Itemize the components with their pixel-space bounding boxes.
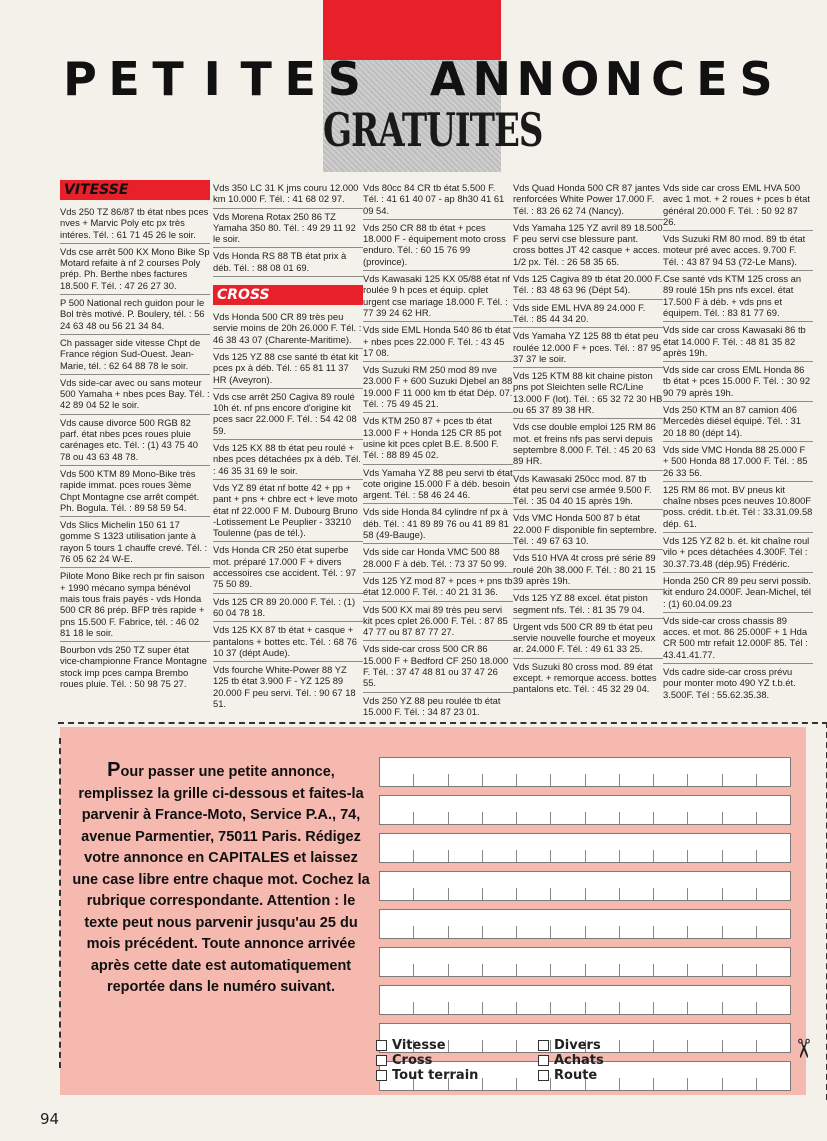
- header-red-block: [323, 0, 501, 60]
- title-letter: I: [203, 52, 225, 106]
- grid-cell[interactable]: [723, 1040, 757, 1052]
- grid-cell[interactable]: [380, 964, 414, 976]
- title-letter: N: [604, 52, 648, 106]
- grid-cell[interactable]: [723, 1078, 757, 1090]
- grid-cell[interactable]: [688, 926, 722, 938]
- classified-ad: Vds Honda RS 88 TB état prix à déb. Tél. : 88 08 01 69.: [213, 248, 363, 277]
- grid-row[interactable]: [379, 985, 791, 1015]
- checkbox-square[interactable]: [538, 1055, 549, 1066]
- checkbox-square[interactable]: [538, 1040, 549, 1051]
- classified-ad: Vds 510 HVA 4t cross pré série 89 roulé 20h 38.000 F. Tél. : 80 21 15 39 après 19h.: [513, 550, 663, 590]
- section-header-vitesse: [60, 180, 210, 200]
- section-title: VITESSE: [64, 182, 129, 198]
- classified-ad: Vds side EML HVA 89 24.000 F. Tél. : 85 44 34 20.: [513, 300, 663, 329]
- grid-cell[interactable]: [517, 1002, 551, 1014]
- classified-ad: Vds 125 CR 89 20.000 F. Tél. : (1) 60 04 78 18.: [213, 594, 363, 623]
- grid-cell[interactable]: [723, 1002, 757, 1014]
- grid-cell[interactable]: [414, 888, 448, 900]
- grid-cell[interactable]: [380, 926, 414, 938]
- classified-ad: Ch passager side vitesse Chpt de France région Sud-Ouest. Jean-Marie, tél. : 62 64 88 78 le soir.: [60, 335, 210, 375]
- coupon-text: our passer une petite annonce, remplissez la grille ci-dessous et faites-la parvenir à France-Moto, Service P.A., 74, avenue Parmentier, 75011 Paris. Rédigez votre annonce en CAPITALES et laissez une case libre entre chaque mot. Cochez la rubrique correspondante. Attention : le texte peut nous parvenir jusqu'au 25 du mois précédent. Toute annonce arrivée après cette date est automatiquement reportée dans le numéro suivant.: [72, 764, 370, 995]
- classified-ad: Vds 125 KX 87 tb état + casque + pantalons + bottes etc. Tél. : 68 76 10 37 (dépt Aude).: [213, 622, 363, 662]
- section-title: CROSS: [217, 287, 270, 304]
- classified-ad: Vds Suzuki RM 250 mod 89 nve 23.000 F + 600 Suzuki Djebel an 88 19.000 F 11 000 km tb état Dép. 07. Tél. : 75 49 45 21.: [363, 362, 513, 413]
- title-letter: S: [739, 52, 777, 106]
- grid-cell[interactable]: [620, 1078, 654, 1090]
- grid-cell[interactable]: [380, 888, 414, 900]
- grid-cell[interactable]: [586, 1002, 620, 1014]
- classified-ad: Vds 125 YZ 82 b. ét. kit chaîne roul vilo + pces détachées 4.300F. Tél : 30.37.73.48 (dép.95) Frédéric.: [663, 533, 813, 573]
- classified-ad: Vds Suzuki RM 80 mod. 89 tb état moteur pré avec acces. 9.700 F. Tél. : 43 87 94 53 (72-Le Mans).: [663, 231, 813, 271]
- checkbox-group-right: [538, 1038, 604, 1083]
- grid-cell[interactable]: [688, 964, 722, 976]
- grid-cell[interactable]: [414, 850, 448, 862]
- grid-cell[interactable]: [483, 812, 517, 824]
- classified-ad: Vds 250 YZ 88 peu roulée tb état 15.000 F. Tél. : 34 87 23 01.: [363, 694, 501, 717]
- classified-ad: Pilote Mono Bike rech pr fin saison + 1990 mécano sympa bénévol mais tous frais payés - vds Honda 500 CR 86 prép. BFP très rapide + pns 15.500 F. Fabrice, tél. : 46 02 81 18 le soir.: [60, 568, 210, 642]
- title-letter: E: [108, 52, 144, 106]
- classified-ad: Vds Morena Rotax 250 86 TZ Yamaha 350 80. Tél. : 49 29 11 92 le soir.: [213, 209, 363, 249]
- classified-ad: Vds cse arrêt 500 KX Mono Bike Sp Motard refaite à nf 2 courses Poly prép. Ph. Berthe nbes factures 18.500 F. Tél. : 47 26 27 30.: [60, 244, 210, 295]
- grid-cell[interactable]: [688, 1002, 722, 1014]
- classified-ad: Bourbon vds 250 TZ super état vice-championne France Montagne stock imp pces campa Brembo roues pluie. Tél. : 50 98 75 27.: [60, 644, 207, 689]
- grid-cell[interactable]: [414, 1002, 448, 1014]
- grid-cell[interactable]: [757, 850, 790, 862]
- grid-cell[interactable]: [654, 1040, 688, 1052]
- classified-ad: Vds side Honda 84 cylindre nf px à déb. Tél. : 41 89 89 76 ou 41 89 81 58 (49-Bauge).: [363, 504, 513, 544]
- grid-row[interactable]: [379, 909, 791, 939]
- classified-ad: Vds Honda CR 250 état superbe mot. préparé 17.000 F + divers accessoires cse accident. Tél. : 97 75 50 89.: [213, 542, 363, 593]
- classified-ad: Vds side-car cross 500 CR 86 15.000 F + Bedford CF 250 18.000 F. Tél. : 37 47 48 81 ou 37 47 26 55.: [363, 641, 513, 692]
- ads-column: [213, 180, 363, 712]
- grid-cell[interactable]: [654, 964, 688, 976]
- grid-cell[interactable]: [483, 888, 517, 900]
- grid-cell[interactable]: [654, 774, 688, 786]
- grid-cell[interactable]: [414, 774, 448, 786]
- grid-cell[interactable]: [586, 774, 620, 786]
- grid-cell[interactable]: [620, 1040, 654, 1052]
- grid-cell[interactable]: [380, 1002, 414, 1014]
- grid-cell[interactable]: [414, 964, 448, 976]
- grid-cell[interactable]: [620, 774, 654, 786]
- checkbox-square[interactable]: [538, 1070, 549, 1081]
- grid-cell[interactable]: [517, 964, 551, 976]
- classified-ad: Vds 125 KTM 88 kit chaine piston pns pot Sleichten selle RC/Line 13.000 F (lot). Tél. : 65 32 72 30 HB ou 65 37 89 38 HR.: [513, 368, 663, 419]
- title-letter: T: [240, 52, 276, 106]
- section-header-cross: [213, 285, 363, 305]
- grid-cell[interactable]: [620, 812, 654, 824]
- grid-cell[interactable]: [723, 850, 757, 862]
- grid-cell[interactable]: [517, 926, 551, 938]
- classified-ad: Vds side car cross EML HVA 500 avec 1 mot. + 2 roues + pces b état général 20.000 F. Tél. : 50 92 87 26.: [663, 180, 813, 231]
- category-checkbox[interactable]: [538, 1068, 604, 1083]
- grid-cell[interactable]: [688, 1078, 722, 1090]
- classified-ad: Vds 125 YZ mod 87 + pces + pns tb état 12.000 F. Tél. : 40 21 31 36.: [363, 573, 513, 602]
- checkbox-square[interactable]: [376, 1055, 387, 1066]
- title-letter: N: [472, 52, 515, 106]
- title-letter: C: [651, 52, 689, 106]
- grid-cell[interactable]: [586, 812, 620, 824]
- grid-cell[interactable]: [688, 812, 722, 824]
- grid-cell[interactable]: [551, 1002, 585, 1014]
- classified-ad: Vds Honda 500 CR 89 très peu servie moins de 20h 26.000 F. Tél. : 46 38 43 07 (Charente-Maritime).: [213, 309, 363, 349]
- classified-ad: Vds 250 TZ 86/87 tb état nbes pces nves + Marvic Poly etc px très intéres. Tél. : 61 71 45 26 le soir.: [60, 204, 210, 244]
- classified-ad: Vds fourche White-Power 88 YZ 125 tb état 3.900 F - YZ 125 89 20.000 F peu servi. Tél. : 90 67 18 51.: [213, 664, 356, 709]
- grid-cell[interactable]: [380, 774, 414, 786]
- grid-cell[interactable]: [449, 1002, 483, 1014]
- grid-row[interactable]: [379, 871, 791, 901]
- grid-cell[interactable]: [620, 888, 654, 900]
- grid-cell[interactable]: [449, 888, 483, 900]
- classified-ad: Vds 80cc 84 CR tb état 5.500 F. Tél. : 41 61 40 07 - ap 8h30 41 61 09 54.: [363, 180, 513, 220]
- grid-cell[interactable]: [757, 1040, 790, 1052]
- classified-ad: Vds Yamaha 125 YZ avril 89 18.500 F peu servi cse blessure pant. cross bottes JT 42 casque + acces. 1/2 px. Tél. : 26 58 35 65.: [513, 220, 663, 271]
- grid-cell[interactable]: [723, 812, 757, 824]
- checkbox-group-left: [376, 1038, 478, 1083]
- checkbox-label: Divers: [554, 1038, 601, 1053]
- classified-ad: Honda 250 CR 89 peu servi possib. kit enduro 24.000F. Jean-Michel, tél : (1) 60.04.09.23: [663, 573, 813, 613]
- grid-cell[interactable]: [723, 926, 757, 938]
- grid-cell[interactable]: [483, 774, 517, 786]
- grid-cell[interactable]: [449, 964, 483, 976]
- grid-cell[interactable]: [688, 850, 722, 862]
- grid-cell[interactable]: [483, 1078, 517, 1090]
- grid-cell[interactable]: [586, 888, 620, 900]
- grid-cell[interactable]: [551, 888, 585, 900]
- grid-cell[interactable]: [723, 964, 757, 976]
- grid-cell[interactable]: [483, 964, 517, 976]
- grid-cell[interactable]: [620, 1002, 654, 1014]
- checkbox-label: Cross: [392, 1053, 433, 1068]
- grid-cell[interactable]: [757, 1002, 790, 1014]
- classified-ad: Vds Slics Michelin 150 61 17 gomme S 1323 utilisation jante à rayon 5 tours 1 chauffe crevé. Tél. : 76 05 62 24 W-E.: [60, 517, 210, 568]
- grid-cell[interactable]: [586, 964, 620, 976]
- title-letter: O: [560, 52, 604, 106]
- grid-cell[interactable]: [654, 888, 688, 900]
- grid-cell[interactable]: [654, 926, 688, 938]
- coupon-drop-letter: P: [107, 759, 121, 781]
- title-letter: [368, 52, 427, 102]
- grid-cell[interactable]: [449, 812, 483, 824]
- grid-cell[interactable]: [449, 774, 483, 786]
- title-letter: E: [696, 52, 732, 106]
- classified-ad: Vds cse arrêt 250 Cagiva 89 roulé 10h ét. nf pns encore d'origine kit pces sacr 22.000 F. Tél. : 54 42 08 59.: [213, 389, 363, 440]
- category-checkbox[interactable]: [538, 1038, 604, 1053]
- category-checkbox[interactable]: [376, 1038, 478, 1053]
- classified-ad: Vds Yamaha YZ 125 88 tb état peu roulée 12.000 F + pces. Tél. : 87 95 37 37 le soir.: [513, 328, 663, 368]
- checkbox-label: Route: [554, 1068, 598, 1083]
- classified-ad: Vds side EML Honda 540 86 tb état + nbes pces 22.000 F. Tél. : 43 45 17 08.: [363, 322, 513, 362]
- grid-cell[interactable]: [620, 850, 654, 862]
- grid-cell[interactable]: [757, 926, 790, 938]
- grid-row[interactable]: [379, 947, 791, 977]
- grid-cell[interactable]: [380, 850, 414, 862]
- classified-ad: Urgent vds 500 CR 89 tb état peu servie nouvelle fourche et moyeux ar. 24.000 F. Tél. : 49 61 33 25.: [513, 619, 663, 659]
- title-letter: S: [327, 52, 365, 106]
- checkbox-label: Vitesse: [392, 1038, 446, 1053]
- ads-column: [513, 180, 663, 698]
- checkbox-square[interactable]: [376, 1040, 387, 1051]
- title-letter: E: [284, 52, 320, 106]
- grid-cell[interactable]: [723, 888, 757, 900]
- checkbox-label: Tout terrain: [392, 1068, 479, 1083]
- classified-ad: P 500 National rech guidon pour le Bol très motivé. P. Boulery, tél. : 56 24 63 48 ou 56 21 34 84.: [60, 295, 210, 335]
- grid-cell[interactable]: [551, 964, 585, 976]
- classified-ad: Vds 500 KTM 89 Mono-Bike très rapide immat. pces roues 3ème Chpt Montagne cse arrêt compét. Ph. Bogula. Tél. : 89 58 59 54.: [60, 466, 210, 517]
- classified-ad: Vds 125 YZ 88 excel. état piston segment nfs. Tél. : 81 35 79 04.: [513, 590, 663, 619]
- grid-cell[interactable]: [757, 812, 790, 824]
- classified-ad: Vds side-car avec ou sans moteur 500 Yamaha + nbes pces Bay. Tél. : 42 89 04 52 le soir.: [60, 375, 210, 415]
- grid-cell[interactable]: [551, 774, 585, 786]
- grid-cell[interactable]: [586, 926, 620, 938]
- grid-cell[interactable]: [654, 812, 688, 824]
- classified-ad: Vds Kawasaki 250cc mod. 87 tb état peu servi cse armée 9.500 F. Tél. : 35 04 40 15 après 19h.: [513, 471, 663, 511]
- title-letter: P: [63, 52, 101, 106]
- classified-ad: Vds cause divorce 500 RGB 82 parf. état nbes pces roues pluie carénages etc. Tél. : (1) 43 75 40 78 ou 43 63 48 78.: [60, 415, 210, 466]
- classified-ad: Vds VMC Honda 500 87 b état 22.000 F disponible fin septembre. Tél. : 49 67 63 10.: [513, 510, 663, 550]
- grid-cell[interactable]: [688, 888, 722, 900]
- grid-row[interactable]: [379, 795, 791, 825]
- grid-cell[interactable]: [449, 926, 483, 938]
- grid-cell[interactable]: [414, 926, 448, 938]
- grid-cell[interactable]: [723, 774, 757, 786]
- classified-ad: Vds side car Honda VMC 500 88 28.000 F à déb. Tél. : 73 37 50 99.: [363, 544, 513, 573]
- classified-ad: Vds Quad Honda 500 CR 87 jantes renforcées White Power 17.000 F. Tél. : 83 26 62 74 (Nancy).: [513, 180, 663, 220]
- grid-cell[interactable]: [654, 1002, 688, 1014]
- grid-cell[interactable]: [449, 850, 483, 862]
- classified-ad: Vds 250 KTM an 87 camion 406 Mercedès diésel équipé. Tél. : 31 20 18 80 (dépt 14).: [663, 402, 813, 442]
- grid-cell[interactable]: [483, 926, 517, 938]
- classified-ad: Vds 125 Cagiva 89 tb état 20.000 F. Tél. : 83 48 63 96 (Dépt 54).: [513, 271, 663, 300]
- coupon-instructions: [70, 760, 372, 999]
- ads-column: [60, 180, 210, 692]
- grid-cell[interactable]: [586, 850, 620, 862]
- page-number: 94: [40, 1110, 60, 1128]
- grid-cell[interactable]: [757, 1078, 790, 1090]
- grid-cell[interactable]: [620, 926, 654, 938]
- category-checkbox[interactable]: [376, 1068, 478, 1083]
- grid-cell[interactable]: [483, 1040, 517, 1052]
- grid-row[interactable]: [379, 757, 791, 787]
- grid-cell[interactable]: [688, 774, 722, 786]
- category-checkbox[interactable]: [538, 1053, 604, 1068]
- checkbox-square[interactable]: [376, 1070, 387, 1081]
- title-letter: A: [429, 52, 470, 106]
- ads-column: [363, 180, 513, 720]
- grid-cell[interactable]: [483, 850, 517, 862]
- grid-cell[interactable]: [414, 812, 448, 824]
- classified-ad: Vds 125 YZ 88 cse santé tb état kit pces px à déb. Tél. : 65 81 11 37 HR (Aveyron).: [213, 349, 363, 389]
- classified-ad: Vds 350 LC 31 K jms couru 12.000 km 10.000 F. Tél. : 41 68 02 97.: [213, 180, 363, 209]
- page-subtitle: GRATUITES: [323, 104, 543, 158]
- grid-cell[interactable]: [551, 812, 585, 824]
- grid-cell[interactable]: [654, 850, 688, 862]
- page-title: [60, 52, 780, 106]
- coupon-left-dash: [59, 738, 61, 1068]
- grid-cell[interactable]: [380, 812, 414, 824]
- title-letter: T: [152, 52, 188, 106]
- classified-ad: Vds KTM 250 87 + pces tb état 13.000 F + Honda 125 CR 85 pot usine kit pces cplet B.E. 8.500 F. Tél. : 88 89 45 02.: [363, 413, 513, 464]
- grid-cell[interactable]: [517, 850, 551, 862]
- category-checkbox[interactable]: [376, 1053, 478, 1068]
- grid-cell[interactable]: [517, 774, 551, 786]
- classified-ad: Vds 500 KX mai 89 très peu servi kit pces cplet 26.000 F. Tél. : 87 85 47 77 ou 87 87 77 27.: [363, 602, 513, 642]
- grid-cell[interactable]: [551, 850, 585, 862]
- classified-ad: 125 RM 86 mot. BV pneus kit chaîne nbses pces neuves 10.800F poss. crédit. t.b.ét. Tél : 33.31.09.58 dép. 61.: [663, 482, 813, 533]
- scissors-icon: ✂: [788, 1037, 819, 1060]
- classified-ad: Vds Yamaha YZ 88 peu servi tb état cote origine 15.000 F à déb. besoin argent. Tél. : 58 46 24 46.: [363, 465, 513, 505]
- classified-ad: Vds side car cross Kawasaki 86 tb état 14.000 F. Tél. : 48 81 35 82 après 19h.: [663, 322, 813, 362]
- classified-ad: Vds 250 CR 88 tb état + pces 18.000 F - équipement moto cross enduro. Tél. : 60 15 76 99 (province).: [363, 220, 513, 271]
- checkbox-label: Achats: [554, 1053, 604, 1068]
- grid-cell[interactable]: [757, 964, 790, 976]
- classified-ad: Vds YZ 89 état nf botte 42 + pp + pant + pns + chbre ect + leve moto état nf 22.000 F M. Dubourg Bruno -Lotissement Le Peuplier - 33210 Toulenne (pas de tél.).: [213, 480, 363, 542]
- classified-ad: Vds cse double emploi 125 RM 86 mot. et freins nfs pas servi depuis septembre 8.000 F. Tél. : 45 20 63 89 HR.: [513, 419, 663, 470]
- grid-cell[interactable]: [551, 926, 585, 938]
- classified-ad: Vds 125 KX 88 tb état peu roulé + nbes pces détachées px à déb. Tél. : 46 35 31 69 le soir.: [213, 440, 363, 480]
- grid-cell[interactable]: [688, 1040, 722, 1052]
- classified-ad: Vds cadre side-car cross prévu pour monter moto 490 YZ t.b.ét. 3.500F. Tél : 55.62.35.38.: [663, 665, 796, 700]
- ads-column: [663, 180, 813, 703]
- classified-ad: Vds side VMC Honda 88 25.000 F + 500 Honda 88 17.000 F. Tél. : 85 26 33 56.: [663, 442, 813, 482]
- classified-ad: Vds Suzuki 80 cross mod. 89 état except. + remorque access. bottes pantalons etc. Tél. : 45 32 29 04.: [513, 660, 657, 695]
- classified-ad: Cse santé vds KTM 125 cross an 89 roulé 15h pns nfs excel. état 17.500 F à déb. + vds pns et équipem. Tél. : 83 81 77 69.: [663, 271, 813, 322]
- grid-row[interactable]: [379, 833, 791, 863]
- grid-cell[interactable]: [757, 888, 790, 900]
- title-letter: N: [516, 52, 560, 106]
- grid-cell[interactable]: [517, 812, 551, 824]
- grid-cell[interactable]: [483, 1002, 517, 1014]
- grid-cell[interactable]: [517, 888, 551, 900]
- classified-ad: Vds side car cross EML Honda 86 tb état + pces 15.000 F. Tél. : 30 92 90 79 après 19h.: [663, 362, 813, 402]
- grid-cell[interactable]: [654, 1078, 688, 1090]
- classified-ad: Vds side-car cross chassis 89 acces. et mot. 86 25.000F + 1 Hda CR 500 mtr refait 12.000F 85. Tél : 43.41.41.77.: [663, 613, 813, 664]
- grid-cell[interactable]: [620, 964, 654, 976]
- grid-cell[interactable]: [757, 774, 790, 786]
- classified-ad: Vds Kawasaki 125 KX 05/88 état nf roulée 9 h pces et équip. cplet urgent cse mariage 18.000 F. Tél. : 77 39 24 62 HR.: [363, 271, 513, 322]
